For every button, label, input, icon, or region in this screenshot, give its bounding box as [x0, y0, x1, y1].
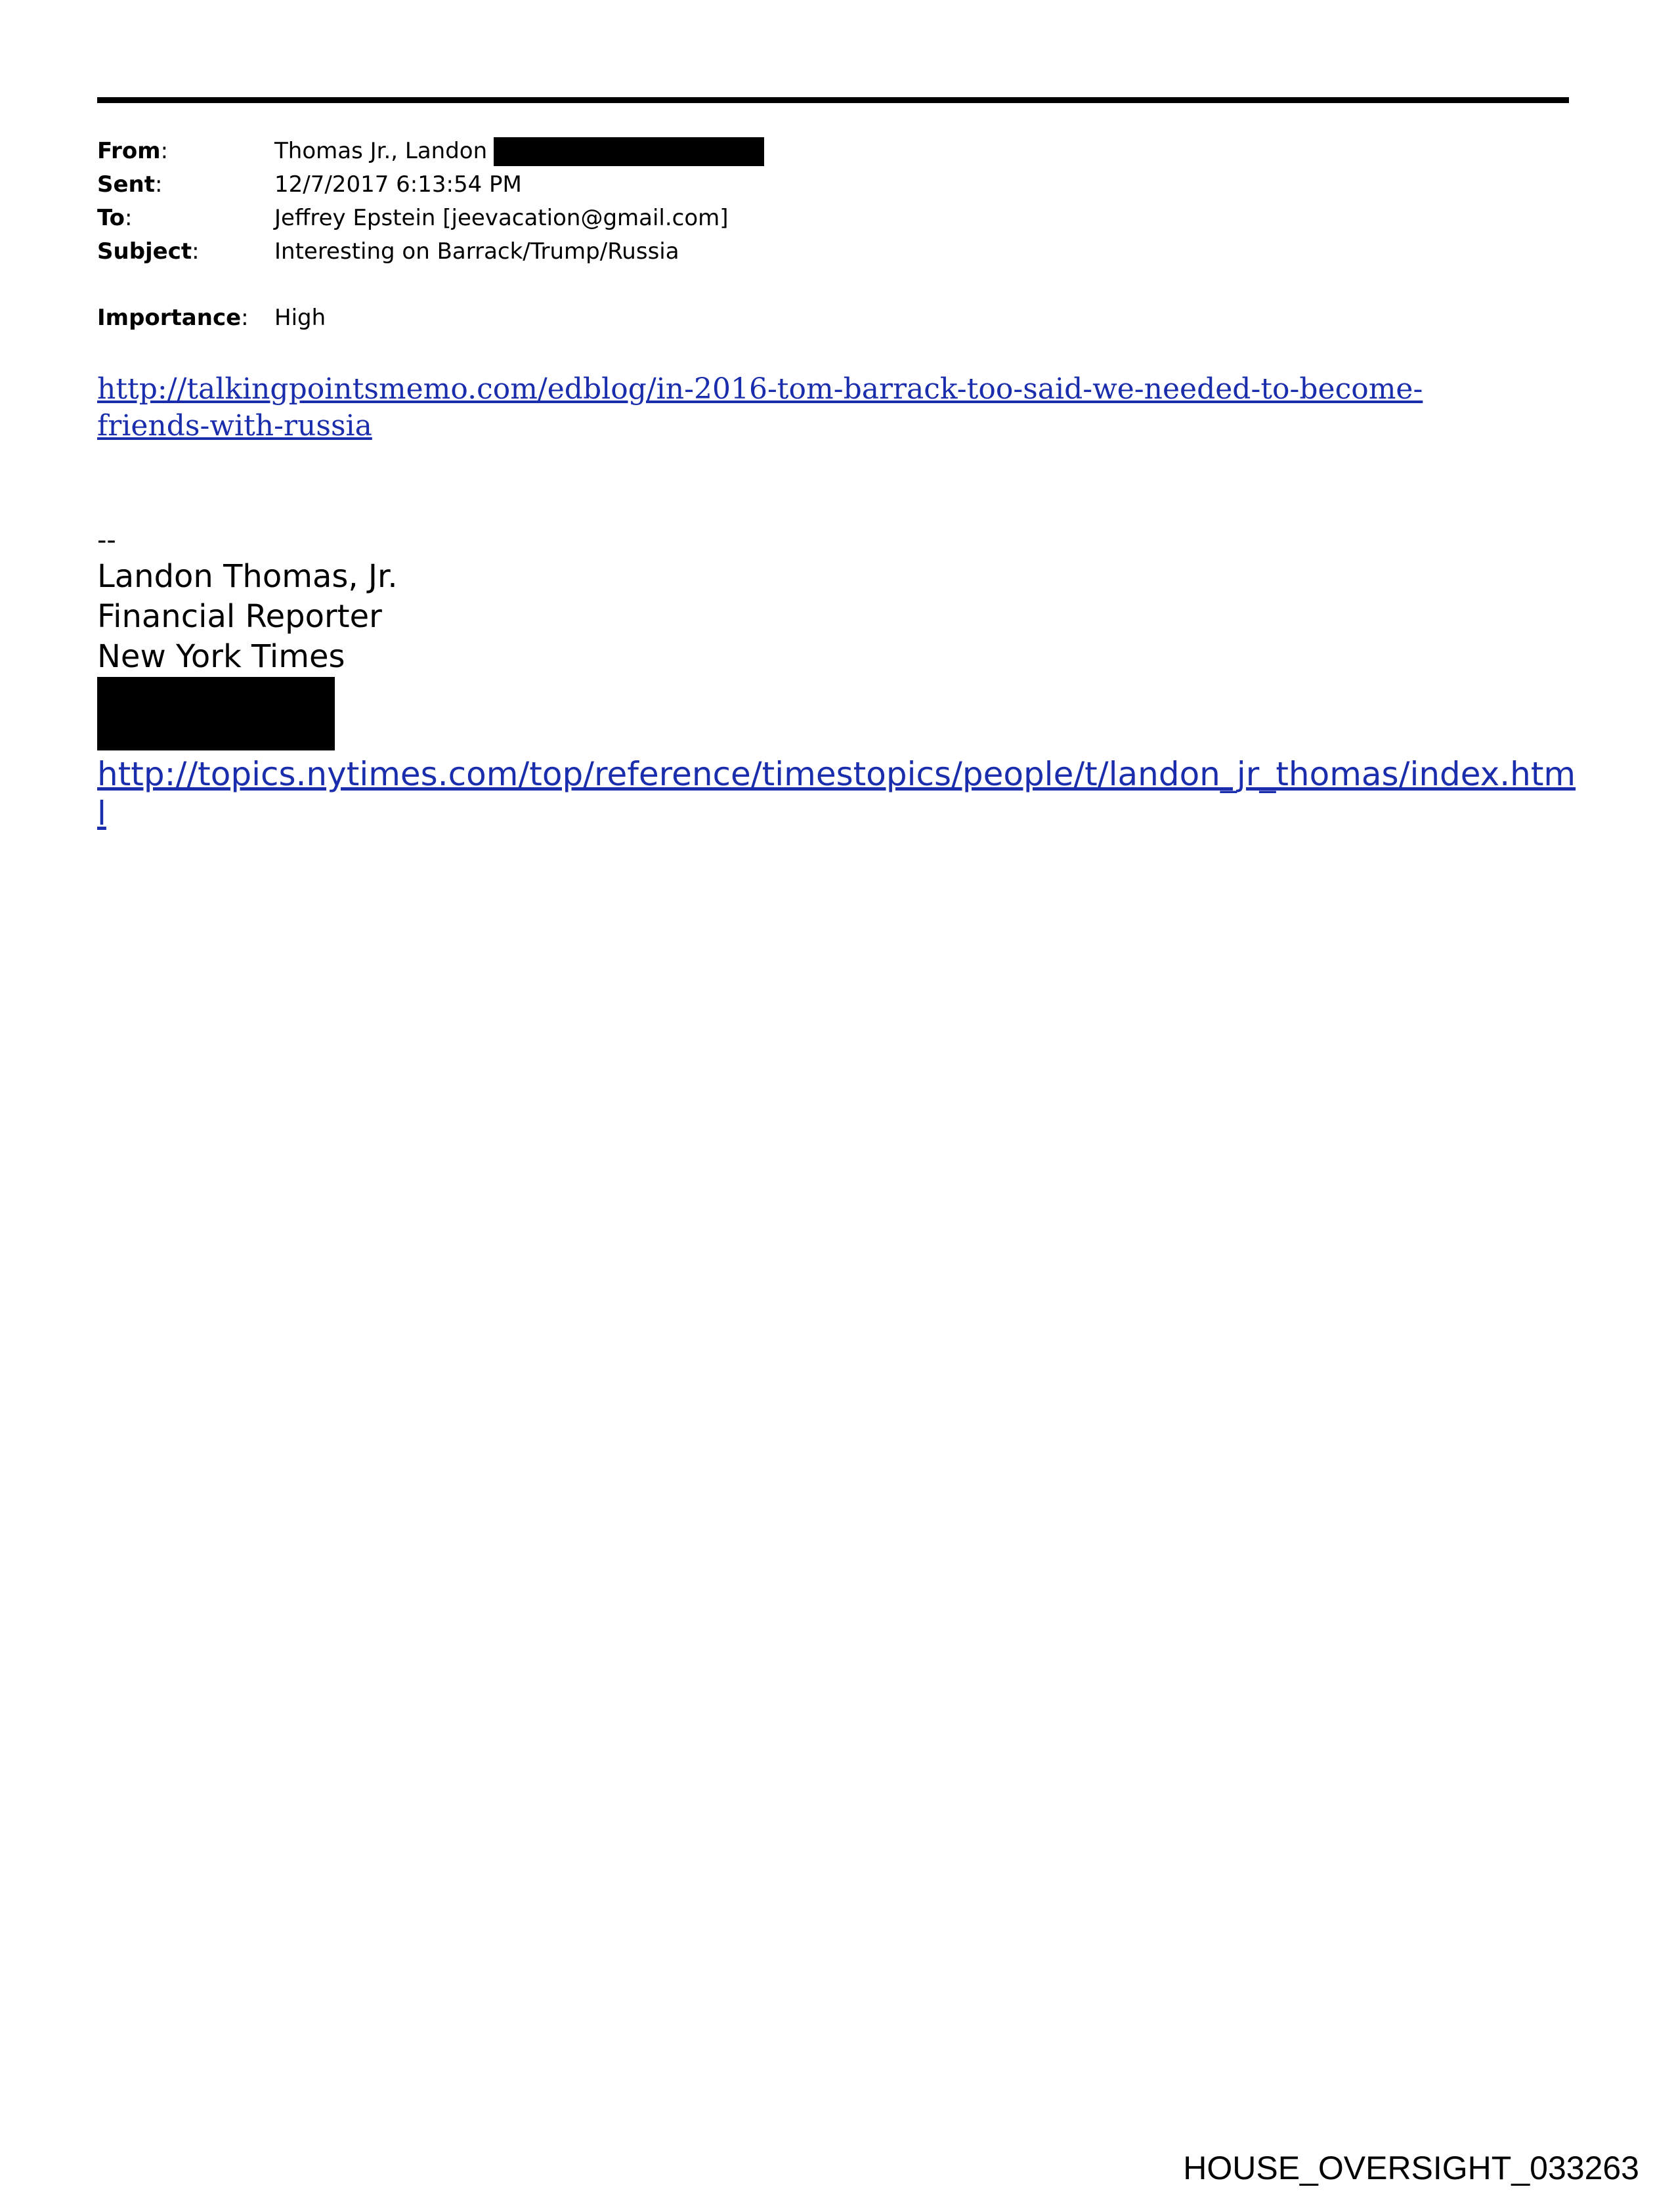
bates-number: HOUSE_OVERSIGHT_033263: [1183, 2150, 1639, 2186]
subject-value: Interesting on Barrack/Trump/Russia: [274, 238, 679, 265]
article-link-line2: friends-with-russia: [97, 409, 372, 443]
profile-link-wrap: [97, 754, 1581, 833]
signature-title: Financial Reporter: [97, 598, 382, 635]
article-link-block: [97, 371, 1569, 445]
importance-value: High: [274, 305, 326, 331]
signature-name: Landon Thomas, Jr.: [97, 558, 398, 595]
from-label: From:: [97, 138, 169, 164]
email-header: [97, 135, 1569, 335]
sent-value: 12/7/2017 6:13:54 PM: [274, 171, 522, 198]
profile-link[interactable]: http://topics.nytimes.com/top/reference/timestopics/people/t/landon_jr_thomas/index.html: [97, 755, 1576, 833]
importance-label: Importance:: [97, 305, 249, 331]
redaction-box-email: [494, 137, 764, 166]
to-value: Jeffrey Epstein [jeevacation@gmail.com]: [274, 205, 729, 231]
redaction-box-phone: [97, 677, 335, 750]
from-value: Thomas Jr., Landon: [274, 138, 488, 164]
signature-organization: New York Times: [97, 638, 345, 675]
subject-row: [97, 235, 1569, 269]
to-row: [97, 202, 1569, 235]
subject-label: Subject:: [97, 238, 200, 265]
signature-block: [97, 524, 1581, 833]
article-link[interactable]: [97, 372, 1423, 443]
header-rule: [97, 97, 1569, 103]
importance-row: [97, 301, 1569, 335]
sent-label: Sent:: [97, 171, 163, 198]
article-link-line1: http://talkingpointsmemo.com/edblog/in-2016-tom-barrack-too-said-we-needed-to-become-: [97, 372, 1423, 406]
sent-row: [97, 168, 1569, 202]
from-value-wrap: [274, 135, 764, 168]
from-row: [97, 135, 1569, 168]
to-label: To:: [97, 205, 133, 231]
signature-separator: --: [97, 525, 116, 555]
